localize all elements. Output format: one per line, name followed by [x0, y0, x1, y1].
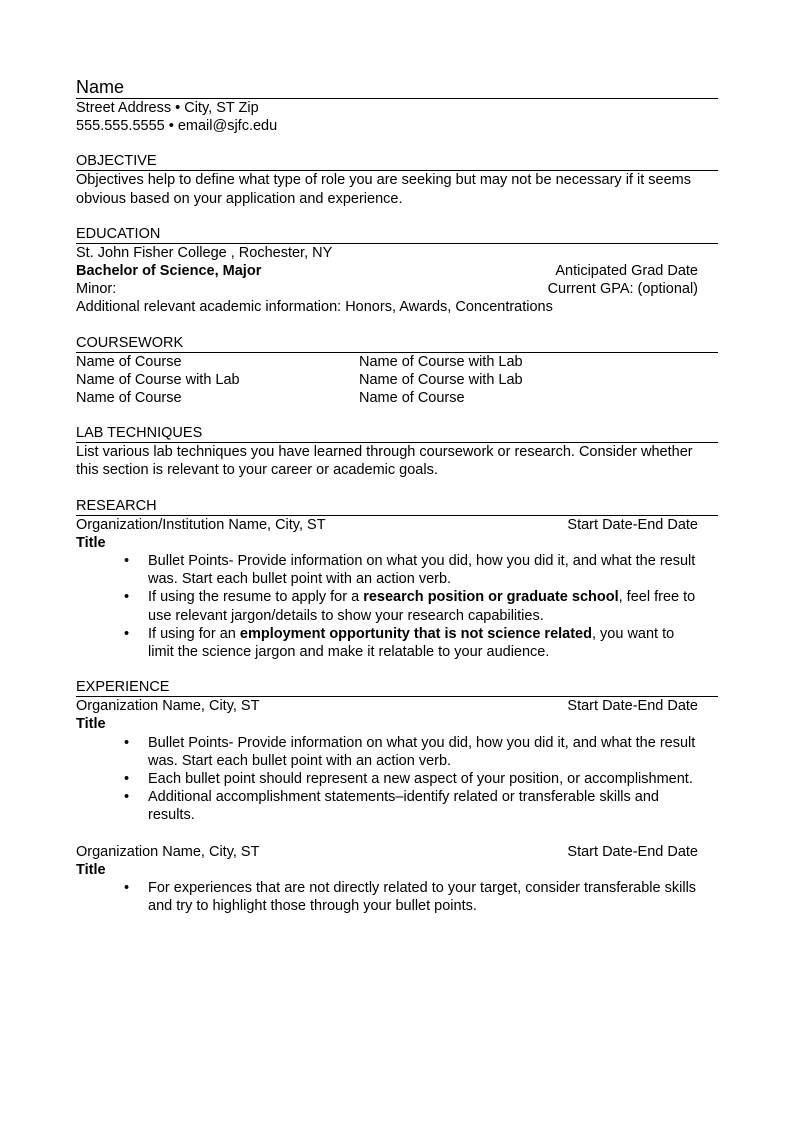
course-item: Name of Course	[359, 390, 465, 407]
course-item: Name of Course	[76, 353, 182, 370]
course-item: Name of Course with Lab	[359, 353, 523, 370]
research-bullets	[76, 552, 718, 661]
lab-techniques-text: List various lab techniques you have learned through coursework or research. Consider whether this section is relevant to your career or academic goals.	[76, 444, 693, 479]
bullet-item	[148, 588, 718, 624]
job-dates: Start Date-End Date	[567, 698, 698, 715]
job-org-row	[76, 843, 718, 861]
contact-line: 555.555.5555 • email@sjfc.edu	[76, 118, 278, 135]
degree-row	[76, 262, 718, 280]
grad-date: Anticipated Grad Date	[555, 263, 698, 280]
bullet-item: • For experiences that are not directly related to your target, consider transferable skills and try to highlight those through your bullet points.	[148, 879, 718, 915]
job-title: Title	[76, 861, 106, 878]
course-item: Name of Course with Lab	[76, 371, 240, 388]
bullet-item: • Bullet Points- Provide information on what you did, how you did it, and what the result was. Start each bullet point with an action verb.	[148, 734, 718, 770]
course-item: Name of Course	[76, 390, 182, 407]
research-dates: Start Date-End Date	[567, 516, 698, 533]
experience-heading: EXPERIENCE	[76, 678, 718, 697]
bullet-text: , you want to limit the science jargon and make it relatable to your audience.	[148, 625, 675, 661]
course-item: Name of Course with Lab	[359, 371, 523, 388]
objective-text: Objectives help to define what type of role you are seeking but may not be necessary if it seems obvious based on your application and experience.	[76, 172, 691, 207]
school-line: St. John Fisher College , Rochester, NY	[76, 244, 333, 261]
education-section	[76, 225, 718, 317]
bullet-item	[148, 625, 718, 661]
spacer	[76, 825, 718, 843]
job-bullets	[76, 734, 718, 825]
gpa: Current GPA: (optional)	[547, 281, 698, 298]
bullet-item: • Additional accomplishment statements–identify related or transferable skills and results.	[148, 788, 718, 824]
minor-row	[76, 280, 718, 298]
job-bullets	[76, 879, 718, 915]
objective-section	[76, 152, 718, 207]
bullet-text: Bullet Points- Provide information on what you did, how you did it, and what the result was. Start each bullet point with an action verb.	[148, 553, 696, 588]
lab-techniques-heading: LAB TECHNIQUES	[76, 424, 718, 443]
resume-sheet	[76, 76, 718, 916]
coursework-section	[76, 334, 718, 408]
additional-academic-info: Additional relevant academic information: Honors, Awards, Concentrations	[76, 299, 553, 316]
research-section	[76, 497, 718, 662]
research-org: Organization/Institution Name, City, ST	[76, 516, 326, 533]
job-org: Organization Name, City, ST	[76, 843, 260, 860]
job-dates: Start Date-End Date	[567, 843, 698, 860]
job-org-row	[76, 697, 718, 715]
course-grid	[76, 353, 718, 408]
bullet-emphasis: research position or graduate school	[363, 589, 619, 606]
bullet-text: If using the resume to apply for a	[148, 589, 364, 606]
bullet-item: • Each bullet point should represent a new aspect of your position, or accomplishment.	[148, 770, 718, 788]
objective-heading: OBJECTIVE	[76, 152, 718, 171]
bullet-text: If using for an	[148, 625, 240, 642]
degree: Bachelor of Science, Major	[76, 263, 262, 280]
lab-techniques-section	[76, 424, 718, 479]
bullet-item	[148, 552, 718, 588]
education-heading: EDUCATION	[76, 225, 718, 244]
minor: Minor:	[76, 281, 117, 298]
research-heading: RESEARCH	[76, 497, 718, 516]
bullet-text: , feel free to use relevant jargon/details to show your research capabilities.	[148, 589, 696, 624]
coursework-heading: COURSEWORK	[76, 334, 718, 353]
address-line: Street Address • City, ST Zip	[76, 100, 259, 116]
experience-section	[76, 678, 718, 915]
job-title: Title	[76, 716, 106, 733]
research-org-row	[76, 516, 718, 534]
candidate-name: Name	[76, 76, 718, 99]
bullet-emphasis: employment opportunity that is not science related	[239, 625, 592, 642]
research-title: Title	[76, 534, 106, 551]
job-org: Organization Name, City, ST	[76, 698, 260, 715]
